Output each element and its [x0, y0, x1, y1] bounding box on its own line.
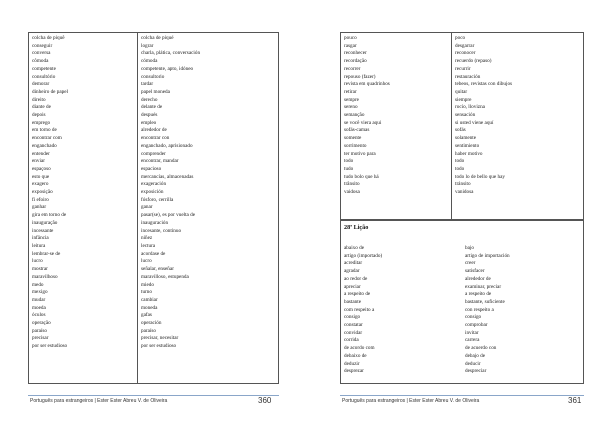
vocabulary-entry: pasar(se), es por vuelta de [141, 212, 196, 219]
vocabulary-entry: sentimiento [455, 142, 480, 149]
vocabulary-entry: conseguir [32, 42, 53, 49]
vocabulary-entry: em torno de [32, 127, 57, 134]
vocabulary-entry: despreciar [465, 368, 487, 375]
vocabulary-entry: carrera [465, 337, 480, 344]
vocabulary-entry: haber motivo [455, 150, 483, 157]
page-number: 361 [568, 396, 582, 405]
vocabulary-entry: entender [32, 150, 50, 157]
vocabulary-entry: sereno [344, 104, 358, 111]
vocabulary-entry: retirar [344, 88, 357, 95]
vocabulary-entry: abaixo de [344, 245, 365, 251]
vocabulary-entry: todo lo de bello que hay [455, 173, 505, 180]
vocabulary-entry: todo [344, 158, 354, 165]
vocabulary-entry: corrida [344, 337, 359, 344]
portuguese-column [341, 243, 463, 384]
vocabulary-entry: mercancías, almacenadas [141, 173, 194, 180]
vocabulary-entry: esto que [32, 173, 50, 180]
vocabulary-entry: desprezar [344, 368, 364, 375]
vocabulary-entry: operação [32, 320, 51, 327]
left-vocabulary-table [28, 32, 279, 384]
vocabulary-entry: revista em quadrinhos [344, 81, 390, 88]
vocabulary-entry: competente [32, 65, 56, 72]
vocabulary-entry: miedo [141, 281, 154, 288]
vocabulary-entry: ganar [141, 204, 153, 211]
vocabulary-entry: papel moneda [141, 88, 170, 95]
vocabulary-entry: turno [141, 289, 152, 296]
footer-rule [28, 395, 279, 396]
vocabulary-entry: consigo [465, 314, 482, 321]
vocabulary-entry: semanção [344, 112, 365, 119]
vocabulary-entry: sofás [455, 127, 466, 134]
vocabulary-entry: cômoda [32, 58, 49, 65]
vocabulary-entry: recurrir [455, 65, 471, 72]
vocabulary-entry: encontrar com [32, 135, 62, 142]
vocabulary-entry: restauración [455, 73, 481, 80]
vocabulary-entry: niñez [141, 235, 153, 242]
page-number: 360 [258, 396, 272, 405]
vocabulary-entry: incessante [32, 227, 54, 234]
vocabulary-entry: sofás-camas [344, 127, 370, 134]
vocabulary-entry: gafas [141, 312, 152, 319]
vocabulary-entry: tudo bolo que há [344, 173, 379, 180]
vocabulary-entry: exagero [32, 181, 49, 188]
vocabulary-entry: infância [32, 235, 49, 242]
vocabulary-entry: por ser estudioso [141, 343, 177, 350]
vocabulary-entry: lograr [141, 42, 154, 49]
vocabulary-entry: conversa [32, 50, 51, 57]
vocabulary-entry: reconhecer [344, 50, 367, 57]
footer-rule [340, 395, 584, 396]
vocabulary-entry: tránsito [455, 181, 471, 188]
vocabulary-entry: delante de [141, 104, 163, 111]
vocabulary-entry: se você viera aqui [344, 119, 382, 126]
vocabulary-entry: tebeos, revistas con dibujos [455, 81, 513, 88]
lesson-header-cell [341, 221, 584, 244]
vocabulary-entry: dinheiro de papel [32, 88, 69, 95]
vocabulary-entry: señalar, enseñar [141, 266, 174, 273]
vocabulary-entry: vaidosa [344, 189, 360, 196]
vocabulary-entry: acreditar [344, 260, 363, 267]
vocabulary-entry: agradar [344, 268, 360, 275]
vocabulary-entry: pouco [344, 35, 357, 41]
vocabulary-entry: lucro [32, 258, 43, 265]
vocabulary-entry: poco [455, 35, 466, 41]
vocabulary-entry: siempre [455, 96, 472, 103]
vocabulary-entry: ganhar [32, 204, 47, 211]
vocabulary-entry: moneda [141, 304, 158, 311]
table-row [341, 243, 584, 384]
vocabulary-entry: tudo [344, 165, 354, 172]
vocabulary-entry: consultório [32, 73, 56, 80]
vocabulary-entry: gira em torno de [32, 212, 67, 219]
vocabulary-entry: operación [141, 320, 162, 327]
vocabulary-entry: rocío, llovizna [455, 104, 485, 111]
vocabulary-entry: comprobar [465, 322, 488, 329]
vocabulary-entry: charla, plática, conversación [141, 50, 201, 57]
vocabulary-entry: somente [344, 135, 362, 142]
vocabulary-entry: emprego [32, 119, 51, 126]
vocabulary-entry: satisfacer [465, 268, 485, 275]
spanish-column [138, 33, 279, 384]
vocabulary-entry: alrededor de [141, 127, 167, 134]
vocabulary-entry: artigo (importado) [344, 252, 383, 259]
right-page [300, 0, 600, 424]
vocabulary-entry: colcha de piqué [141, 35, 174, 41]
vocabulary-entry: direito [32, 96, 46, 103]
vocabulary-entry: deducir [465, 360, 481, 367]
table-row [29, 33, 279, 384]
vocabulary-entry: desgarrar [455, 42, 475, 49]
vocabulary-entry: vanidosa [455, 189, 474, 196]
spanish-column [452, 33, 584, 220]
vocabulary-entry: incesante, continuo [141, 227, 182, 234]
vocabulary-entry: invitar [465, 329, 479, 336]
portuguese-column [341, 33, 452, 220]
vocabulary-entry: ter motivo para [344, 150, 376, 157]
vocabulary-entry: medo [32, 281, 44, 288]
vocabulary-entry: fi efoiro [32, 196, 49, 203]
vocabulary-entry: debaixo de [344, 352, 367, 359]
vocabulary-entry: espacioso [141, 165, 162, 172]
vocabulary-entry: consigo [344, 314, 361, 321]
vocabulary-entry: precisar [32, 335, 49, 342]
vocabulary-entry: quitar [455, 88, 468, 95]
vocabulary-entry: enganchado [32, 142, 57, 149]
vocabulary-entry: trânsito [344, 181, 360, 188]
vocabulary-entry: exageración [141, 181, 167, 188]
vocabulary-entry: bajo [465, 245, 474, 251]
vocabulary-entry: por ser estudioso [32, 343, 68, 350]
vocabulary-entry: de acordo com [344, 345, 375, 352]
vocabulary-entry: maravilloso, estupenda [141, 273, 189, 280]
vocabulary-entry: competente, apto, idóneo [141, 65, 194, 72]
vocabulary-entry: lectura [141, 242, 156, 249]
lesson-title: 28ª Lição [344, 224, 369, 231]
vocabulary-entry: paraíso [32, 327, 47, 334]
vocabulary-entry: mexigo [32, 289, 48, 296]
vocabulary-entry: inauguración [141, 219, 169, 226]
vocabulary-entry: exposição [32, 189, 53, 196]
vocabulary-entry: con respeito a [465, 306, 494, 313]
vocabulary-entry: después [141, 112, 158, 119]
portuguese-column [29, 33, 138, 384]
vocabulary-entry: artigo de importación [465, 252, 510, 259]
vocabulary-entry: apreciar [344, 283, 361, 290]
vocabulary-entry: depois [32, 112, 46, 119]
footer-text: Português para estrangeiros | Ester Ester Abreu V. de Oliveira [30, 398, 168, 404]
vocabulary-entry: com respeito a [344, 306, 375, 313]
vocabulary-entry: espaçoso [32, 165, 51, 172]
vocabulary-entry: a respeito de [344, 291, 371, 298]
vocabulary-entry: enviar [32, 158, 45, 165]
vocabulary-entry: constatar [344, 322, 363, 329]
vocabulary-entry: recorrer [344, 65, 361, 72]
vocabulary-entry: lucro [141, 258, 152, 265]
vocabulary-entry: recuerdo (repaso) [455, 58, 492, 65]
vocabulary-entry: sorrimento [344, 142, 367, 149]
vocabulary-entry: demorar [32, 81, 50, 88]
vocabulary-entry: mudar [32, 296, 46, 303]
right-vocabulary-table-bottom [340, 220, 584, 384]
vocabulary-entry: exposición [141, 189, 164, 196]
vocabulary-entry: repouso (fazer) [344, 73, 376, 80]
vocabulary-entry: mostrar [32, 266, 48, 273]
vocabulary-entry: todo [455, 165, 465, 172]
footer-text: Português para estrangeiros | Ester Ester Abreu V. de Oliveira [342, 398, 480, 404]
vocabulary-entry: tardar [141, 81, 154, 88]
vocabulary-entry: encontrar, mandar [141, 158, 179, 165]
vocabulary-entry: acordase de [141, 250, 166, 257]
vocabulary-entry: colcha de piquê [32, 35, 65, 41]
vocabulary-entry: óculos [32, 312, 46, 319]
vocabulary-entry: alrededor de [465, 275, 491, 282]
vocabulary-entry: cómoda [141, 58, 158, 65]
vocabulary-entry: sempre [344, 96, 359, 103]
vocabulary-entry: recordação [344, 58, 367, 65]
right-vocabulary-table-top [340, 32, 584, 220]
vocabulary-entry: convidar [344, 329, 363, 336]
vocabulary-entry: derecho [141, 96, 158, 103]
vocabulary-entry: moeda [32, 304, 46, 311]
vocabulary-entry: rasgar [344, 42, 357, 49]
vocabulary-entry: encontrar con [141, 135, 170, 142]
vocabulary-entry: bastante [344, 298, 361, 305]
spanish-column [462, 243, 584, 384]
vocabulary-entry: lembrar-se de [32, 250, 61, 257]
lesson-header-row [341, 221, 584, 244]
vocabulary-entry: cambiar [141, 296, 158, 303]
vocabulary-entry: deduzir [344, 360, 360, 367]
vocabulary-entry: sensación [455, 112, 476, 119]
vocabulary-entry: examinar, preciar [465, 283, 502, 290]
vocabulary-entry: ao redor de [344, 275, 368, 282]
vocabulary-entry: inauguração [32, 219, 58, 226]
vocabulary-entry: reconocer [455, 50, 476, 57]
table-row [341, 33, 584, 220]
vocabulary-entry: a respeito de [465, 291, 492, 298]
vocabulary-entry: bastante, suficiente [465, 298, 505, 305]
vocabulary-entry: paraíso [141, 327, 156, 334]
vocabulary-entry: leitura [32, 242, 46, 249]
vocabulary-entry: si usted viene aquí [455, 119, 494, 126]
vocabulary-entry: diante de [32, 104, 51, 111]
vocabulary-entry: fósforo, cerrilla [141, 196, 174, 203]
vocabulary-entry: comprender [141, 150, 166, 157]
vocabulary-entry: precisar, necesitar [141, 335, 179, 342]
vocabulary-entry: todo [455, 158, 465, 165]
vocabulary-entry: de acuerdo con [465, 345, 497, 352]
vocabulary-entry: enganchado, aprisionado [141, 142, 193, 149]
vocabulary-entry: empleo [141, 119, 157, 126]
vocabulary-entry: maravilhoso [32, 273, 58, 280]
vocabulary-entry: debajo de [465, 352, 486, 359]
vocabulary-entry: solamente [455, 135, 477, 142]
vocabulary-entry: creer [465, 260, 476, 267]
vocabulary-entry: consultorio [141, 73, 165, 80]
